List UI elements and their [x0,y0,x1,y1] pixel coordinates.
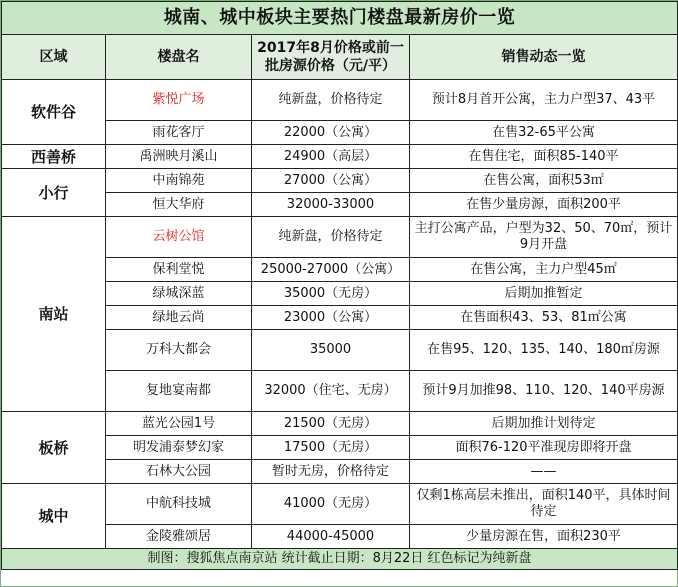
header-region: 区域 [2,35,106,80]
project-cell: 保利堂悦 [106,258,252,282]
price-cell: 17500（无房） [252,436,410,460]
price-cell: 35000（无房） [252,282,410,306]
table-row [2,80,678,121]
status-cell: 在售面积43、53、81㎡公寓 [410,306,678,330]
status-cell: 在售95、120、135、140、180㎡房源 [410,330,678,371]
table-row [2,169,678,193]
table-title: 城南、城中板块主要热门楼盘最新房价一览 [2,2,678,35]
status-cell: 后期加推暂定 [410,282,678,306]
table-row [2,145,678,169]
price-cell: 纯新盘，价格待定 [252,217,410,258]
status-cell: 面积76-120平准现房即将开盘 [410,436,678,460]
header-status: 销售动态一览 [410,35,678,80]
table-row [2,217,678,258]
project-cell: 金陵雅颂居 [106,525,252,549]
status-cell: 预计8月首开公寓，主力户型37、43平 [410,80,678,121]
project-cell: 复地宴南都 [106,371,252,412]
price-cell: 21500（无房） [252,412,410,436]
header-project: 楼盘名 [106,35,252,80]
region-cell: 小行 [2,169,106,217]
project-cell: 雨花客厅 [106,121,252,145]
project-cell: 绿地云尚 [106,306,252,330]
status-cell: 在售公寓，面积53㎡ [410,169,678,193]
project-cell: 万科大都会 [106,330,252,371]
status-cell: 在售少量房源，面积200平 [410,193,678,217]
price-cell: 纯新盘，价格待定 [252,80,410,121]
project-cell: 中航科技城 [106,484,252,525]
table-row [2,484,678,525]
price-cell: 44000-45000 [252,525,410,549]
status-cell: 少量房源在售，面积230平 [410,525,678,549]
region-cell: 城中 [2,484,106,549]
status-cell: 在售公寓，主力户型45㎡ [410,258,678,282]
project-cell: 紫悦广场 [106,80,252,121]
project-cell: 绿城深蓝 [106,282,252,306]
price-cell: 暂时无房，价格待定 [252,460,410,484]
region-cell: 南站 [2,217,106,412]
region-cell: 软件谷 [2,80,106,145]
project-cell: 禹洲映月溪山 [106,145,252,169]
header-price: 2017年8月价格或前一批房源价格（元/平） [252,35,410,80]
status-cell: 主打公寓产品，户型为32、50、70㎡，预计9月开盘 [410,217,678,258]
price-cell: 23000（公寓） [252,306,410,330]
status-cell: —— [410,460,678,484]
price-cell: 32000（住宅、无房） [252,371,410,412]
project-cell: 石林大公园 [106,460,252,484]
price-cell: 41000（无房） [252,484,410,525]
project-cell: 明发浦泰梦幻家 [106,436,252,460]
table-footer: 制图：搜狐焦点南京站 统计截止日期：8月22日 红色标记为纯新盘 [2,549,678,570]
project-cell: 云树公馆 [106,217,252,258]
region-cell: 西善桥 [2,145,106,169]
price-cell: 27000（公寓） [252,169,410,193]
region-cell: 板桥 [2,412,106,484]
status-cell: 在售32-65平公寓 [410,121,678,145]
price-cell: 25000-27000（公寓） [252,258,410,282]
price-cell: 24900（高层） [252,145,410,169]
status-cell: 在售住宅，面积85-140平 [410,145,678,169]
status-cell: 仅剩1栋高层未推出，面积140平，具体时间待定 [410,484,678,525]
table-row [2,412,678,436]
price-cell: 35000 [252,330,410,371]
status-cell: 预计9月加推98、110、120、140平房源 [410,371,678,412]
price-cell: 32000-33000 [252,193,410,217]
project-cell: 中南锦苑 [106,169,252,193]
price-table [1,1,678,570]
price-cell: 22000（公寓） [252,121,410,145]
project-cell: 蓝光公园1号 [106,412,252,436]
status-cell: 后期加推计划待定 [410,412,678,436]
project-cell: 恒大华府 [106,193,252,217]
